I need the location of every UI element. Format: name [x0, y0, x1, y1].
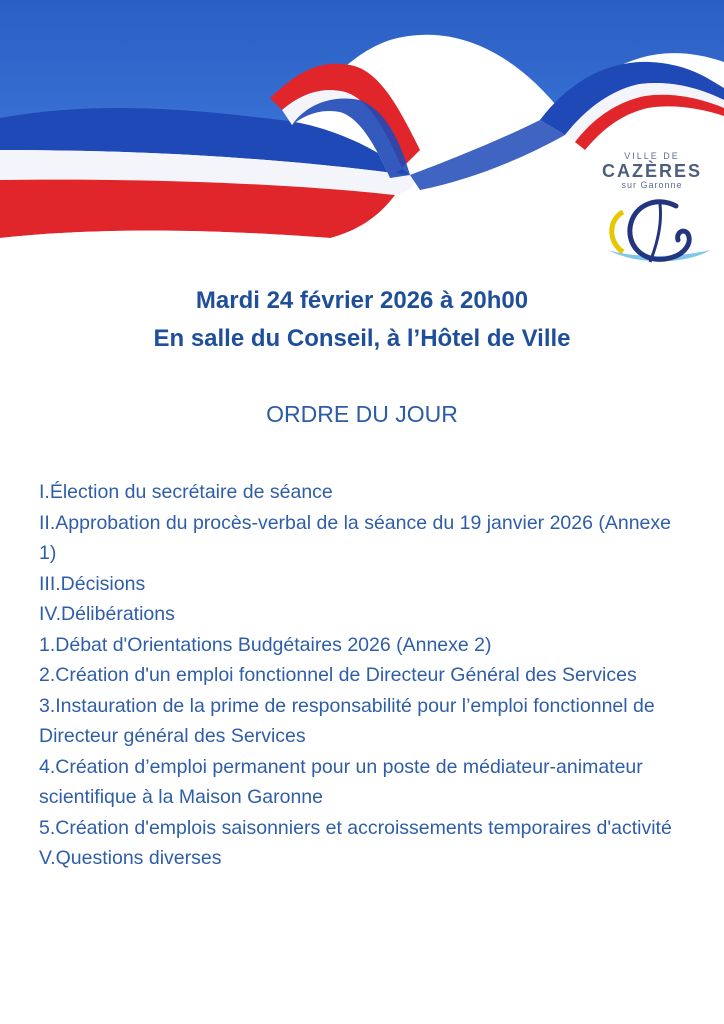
- meeting-date: Mardi 24 février 2026 à 20h00: [195, 287, 529, 314]
- agenda-item: 1.Débat d'Orientations Budgétaires 2026 (Annexe 2): [39, 633, 492, 656]
- agenda-item: 4.Création d’emploi permanent pour un poste de médiateur-animateur scientifique à la Maison Garonne: [39, 755, 643, 808]
- meeting-heading: [0, 282, 724, 358]
- logo-emblem-c-icon: [588, 192, 716, 280]
- agenda-item: 3.Instauration de la prime de responsabilité pour l’emploi fonctionnel de Directeur général des Services: [39, 694, 655, 747]
- agenda-item: IV.Délibérations: [39, 603, 175, 625]
- agenda-title: ORDRE DU JOUR: [266, 401, 458, 427]
- agenda-item: I.Élection du secrétaire de séance: [39, 481, 333, 503]
- town-logo: [588, 148, 716, 280]
- agenda-item: 2.Création d'un emploi fonctionnel de Directeur Général des Services: [39, 664, 637, 686]
- agenda-item: 5.Création d'emplois saisonniers et accroissements temporaires d'activité: [39, 816, 672, 839]
- logo-subtitle: sur Garonne: [621, 180, 683, 190]
- agenda-item: V.Questions diverses: [39, 847, 222, 869]
- meeting-location: En salle du Conseil, à l’Hôtel de Ville: [153, 325, 571, 352]
- logo-ville-de: VILLE DE: [624, 151, 680, 161]
- logo-town-name: CAZÈRES: [601, 161, 702, 181]
- agenda-item: III.Décisions: [39, 572, 146, 595]
- agenda-list: [39, 477, 679, 874]
- agenda-item: II.Approbation du procès-verbal de la séance du 19 janvier 2026 (Annexe 1): [39, 511, 671, 564]
